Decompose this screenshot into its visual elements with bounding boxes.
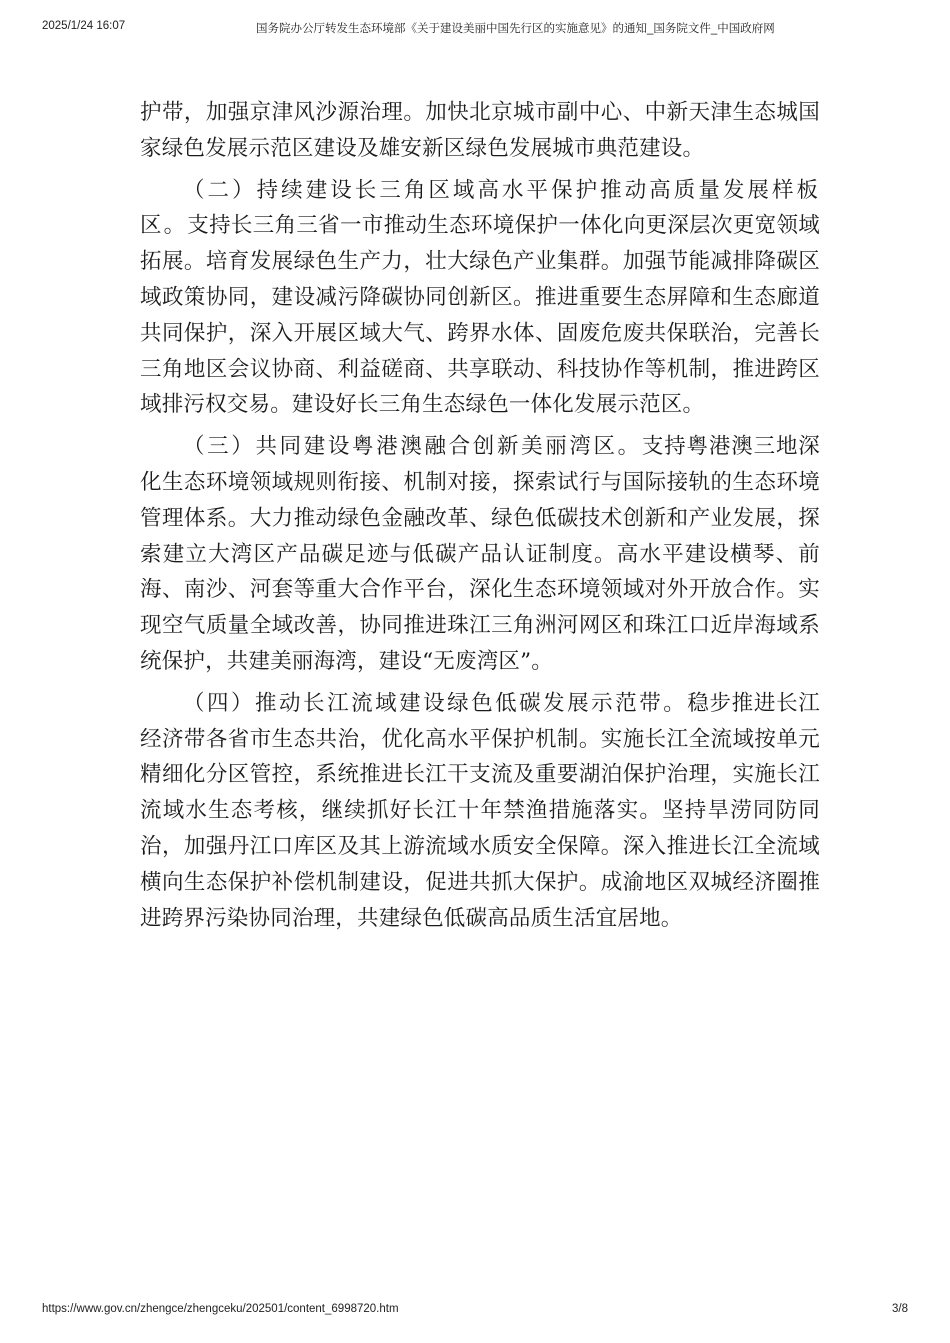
- print-footer: [0, 1303, 950, 1319]
- section-heading: （三）共同建设粤港澳融合创新美丽湾区。: [183, 434, 642, 460]
- section-paragraph: [140, 686, 820, 937]
- print-page-title: 国务院办公厅转发生态环境部《关于建设美丽中国先行区的实施意见》的通知_国务院文件_中国政府网: [256, 23, 775, 35]
- print-header: [0, 20, 950, 36]
- section-text: 支持长三角三省一市推动生态环境保护一体化向更深层次更宽领域拓展。培育发展绿色生产力，壮大绿色产业集群。加强节能减排降碳区域政策协同，建设减污降碳协同创新区。推进重要生态屏障和生态廊道共同保护，深入开展区域大气、跨界水体、固废危废共保联治，完善长三角地区会议协商、利益磋商、共享联动、科技协作等机制，推进跨区域排污权交易。建设好长三角生态绿色一体化发展示范区。: [140, 213, 820, 418]
- section-heading: （二）持续建设长三角区域高水平保护推动高质量发展样板区。: [140, 177, 820, 239]
- section-text: 支持粤港澳三地深化生态环境领域规则衔接、机制对接，探索试行与国际接轨的生态环境管理体系。大力推动绿色金融改革、绿色低碳技术创新和产业发展，探索建立大湾区产品碳足迹与低碳产品认证制度。高水平建设横琴、前海、南沙、河套等重大合作平台，深化生态环境领域对外开放合作。实现空气质量全域改善，协同推进珠江三角洲河网区和珠江口近岸海域系统保护，共建美丽海湾，建设“无废湾区”。: [140, 434, 820, 674]
- article-body: [140, 95, 820, 936]
- section-paragraph: [140, 173, 820, 424]
- section-paragraph: [140, 429, 820, 680]
- paragraph-continued: 护带，加强京津风沙源治理。加快北京城市副中心、中新天津生态城国家绿色发展示范区建设及雄安新区绿色发展城市典范建设。: [140, 100, 820, 161]
- section-text: 稳步推进长江经济带各省市生态共治，优化高水平保护机制。实施长江全流域按单元精细化分区管控，系统推进长江干支流及重要湖泊保护治理，实施长江流域水生态考核，继续抓好长江十年禁渔措施落实。坚持旱涝同防同治，加强丹江口库区及其上游流域水质安全保障。深入推进长江全流域横向生态保护补偿机制建设，促进共抓大保护。成渝地区双城经济圈推进跨界污染协同治理，共建绿色低碳高品质生活宜居地。: [140, 690, 820, 931]
- print-url: https://www.gov.cn/zhengce/zhengceku/202501/content_6998720.htm: [42, 1303, 399, 1315]
- page-number: 3/8: [892, 1303, 908, 1315]
- section-heading: （四）推动长江流域建设绿色低碳发展示范带。: [183, 690, 688, 716]
- print-timestamp: 2025/1/24 16:07: [42, 20, 126, 32]
